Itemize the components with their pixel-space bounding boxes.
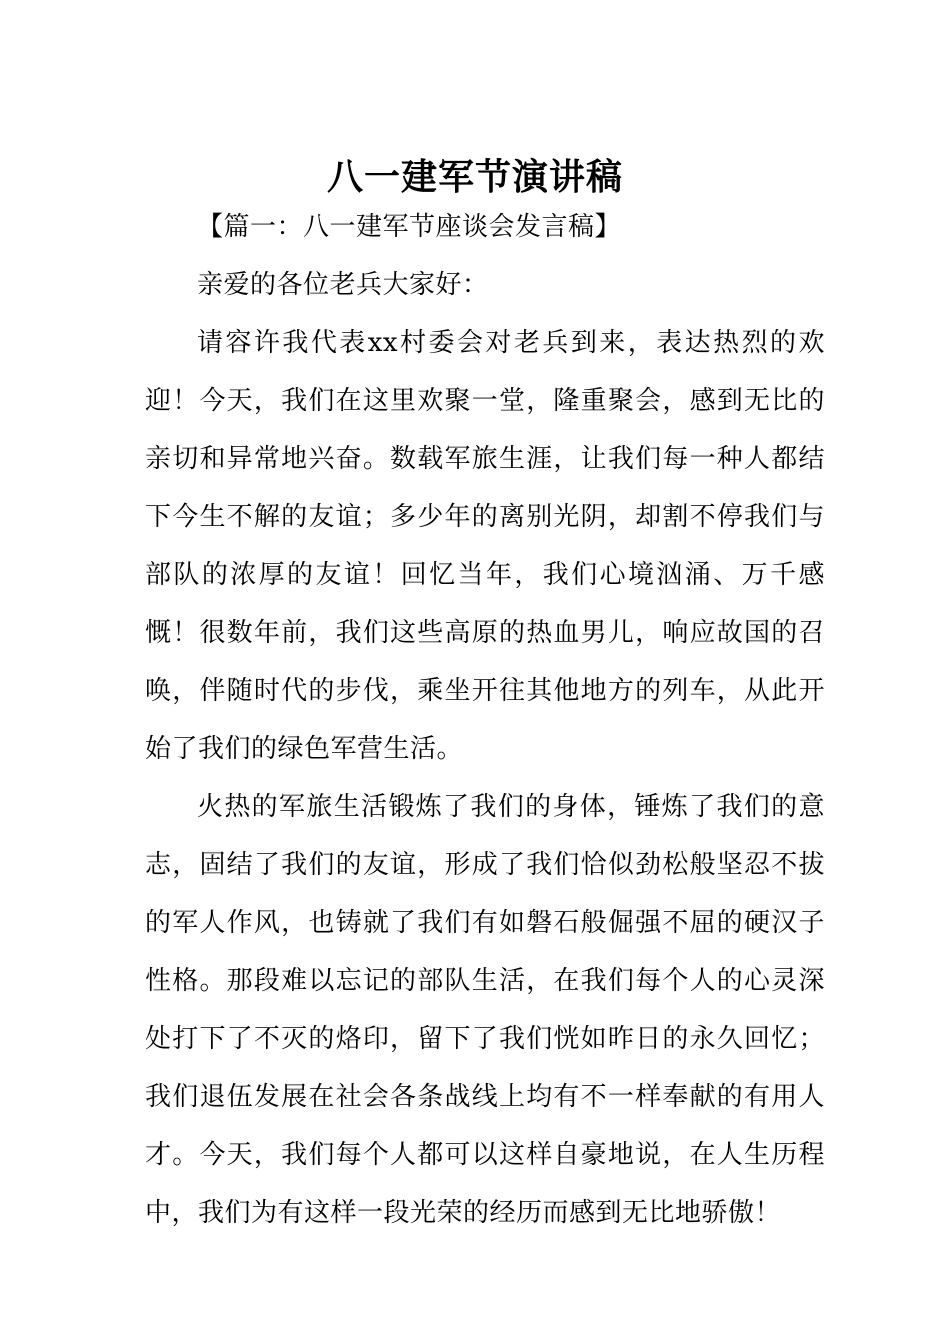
body-paragraph: 请容许我代表xx村委会对老兵到来，表达热烈的欢迎！今天，我们在这里欢聚一堂，隆重聚会，感到无比的亲切和异常地兴奋。数载军旅生涯，让我们每一种人都结下今生不解的友谊；多少年的离别光阴，却割不停我们与部队的浓厚的友谊！回忆当年，我们心境汹涌、万千感慨！很数年前，我们这些高原的热血男儿，响应故国的召唤，伴随时代的步伐，乘坐开往其他地方的列车，从此开始了我们的绿色军营生活。 xyxy=(145,328,825,764)
section-heading: 【篇一：八一建军节座谈会发言稿】 xyxy=(197,212,622,242)
greeting-paragraph: 亲爱的各位老兵大家好： xyxy=(197,270,489,300)
document-title: 八一建军节演讲稿 xyxy=(326,157,623,199)
body-paragraph: 火热的军旅生活锻炼了我们的身体，锤炼了我们的意志，固结了我们的友谊，形成了我们恰似劲松般坚忍不拔的军人作风，也铸就了我们有如磐石般倔强不屈的硬汉子性格。那段难以忘记的部队生活，在我们每个人的心灵深处打下了不灭的烙印，留下了我们恍如昨日的永久回忆；我们退伍发展在社会各条战线上均有不一样奉献的有用人才。今天，我们每个人都可以这样自豪地说，在人生历程中，我们为有这样一段光荣的经历而感到无比地骄傲！ xyxy=(145,792,825,1228)
document-body xyxy=(145,198,825,1242)
